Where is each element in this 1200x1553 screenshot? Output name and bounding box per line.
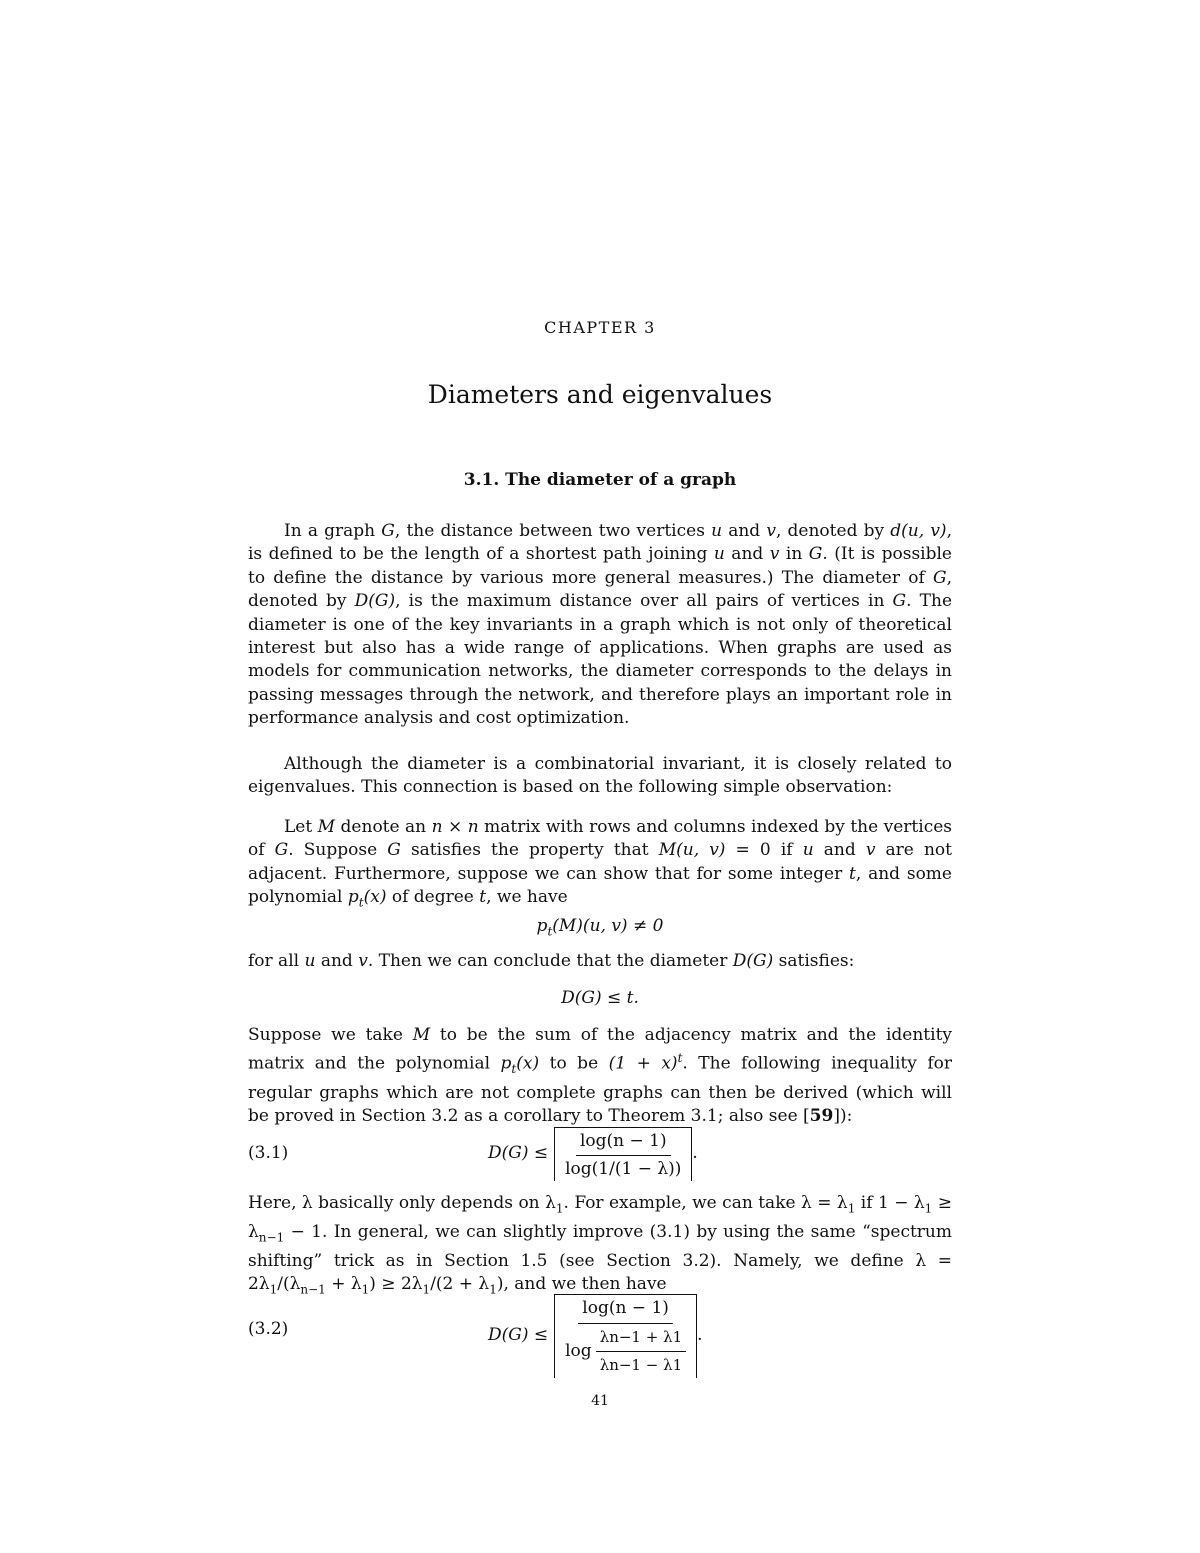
paragraph-adjacency: Suppose we take M to be the sum of the adjacency matrix and the identity matrix and the polynomial $p_t(x)$ to be $(1 + x)^t$. The following inequality for regular graphs which are not complete graphs can then be derived (which will be proved in Section 3.2 as a corollary to Theorem 3.1; also see [59]): [248, 1025, 953, 1127]
display-polynomial-condition: $p_t(M)(u$, v) ≠ 0 [536, 916, 664, 939]
paragraph-observation: Let M denote an n × n matrix with rows and columns indexed by the vertices of G. Suppose G satisfies the property that M(u, v) = 0 if u and v are not adjacent. Furthermore, suppose we can show that for some integer t, and some polynomial $p_t(x)$ of degree t, we have [248, 817, 952, 910]
equation-3-1 [248, 1122, 952, 1192]
paragraph-conclusion: for all u and v. Then we can conclude that the diameter D(G) satisfies: [248, 951, 855, 971]
section-number: 3.1. [463, 470, 500, 490]
fraction: $\frac{\log(n - 1)}{\log(1/(1 - \lambda))}$ [565, 1130, 682, 1179]
chapter-title: Diameters and eigenvalues [427, 380, 773, 409]
section-title: The diameter of a graph [505, 470, 737, 490]
page-number: 41 [591, 1393, 609, 1409]
paper-page [248, 0, 952, 1553]
inner-fraction: $\frac{\lambda n-1 + \lambda 1}{\lambda n-1 - \lambda 1}$ [596, 1326, 686, 1378]
chapter-label: CHAPTER 3 [544, 318, 656, 337]
paragraph-lambda: Here, λ basically only depends on $\lambda_1$. For example, we can take $\lambda = \lambda_1$ if $1 - \lambda_1 \ge \lambda_{n-1} - 1$. In general, we can slightly improve (3.1) by using the same “spectrum shifting” trick as in Section 1.5 (see Section 3.2). Namely, we define $\lambda = 2\lambda_1/(\lambda_{n-1} + \lambda_1) \ge 2\lambda_1/(2 + \lambda_1)$, and we then have [248, 1193, 952, 1297]
equation-number: (3.1) [248, 1143, 289, 1163]
paragraph-connection: Although the diameter is a combinatorial invariant, it is closely related to eigenvalues. This connection is based on the following simple observation: [248, 754, 952, 798]
equation-number: (3.2) [248, 1319, 289, 1339]
equation-3-2 [248, 1298, 952, 1382]
display-diameter-bound: D(G) ≤ t. [561, 988, 639, 1008]
ceiling-bracket [554, 1294, 697, 1377]
equation-body: D(G) ≤ $\frac{\log(n - 1)}{\log(1/(1 - \lambda))}$ . [488, 1122, 698, 1186]
section-heading [248, 469, 952, 492]
ceiling-bracket [554, 1127, 692, 1182]
fraction: log(n − 1) log $\frac{\lambda n-1 + \lambda 1}{\lambda n-1 - \lambda 1}$ [561, 1297, 690, 1377]
equation-body: D(G) ≤ log(n − 1) log $\frac{\lambda n-1 + \lambda 1}{\lambda n-1 - \lambda 1}$ . [488, 1298, 703, 1374]
paragraph-intro: In a graph G, the distance between two vertices u and v, denoted by d(u, v), is defined to be the length of a shortest path joining u and v in G. (It is possible to define the distance by various more general measures.) The diameter of G, denoted by D(G), is the maximum distance over all pairs of vertices in G. The diameter is one of the key invariants in a graph which is not only of theoretical interest but also has a wide range of applications. When graphs are used as models for communication networks, the diameter corresponds to the delays in passing messages through the network, and therefore plays an important role in performance analysis and cost optimization. [248, 521, 953, 729]
